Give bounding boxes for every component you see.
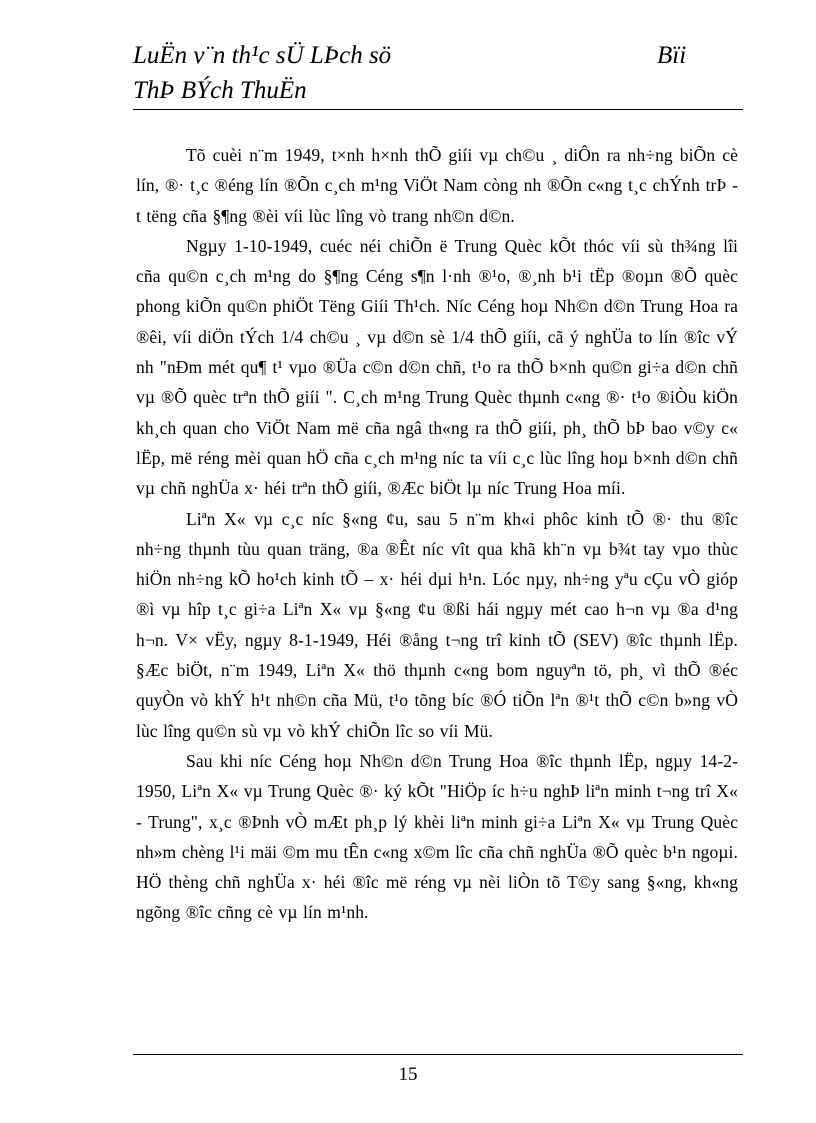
header-title-line-2: ThÞ BÝch ThuËn [133,77,307,104]
paragraph-2: Ngµy 1-10-1949, cuéc néi chiÕn ë Trung Quèc kÕt thóc víi sù th¾ng lîi cña qu©n c¸ch m¹ng do §¶ng Céng s¶n l·nh ®¹o, ®¸nh b¹i tËp ®oµn ®Õ quèc phong kiÕn qu©n phiÖt Tëng Giíi Th¹ch. Níc Céng hoµ Nh©n d©n Trung Hoa ra ®êi, víi diÖn tÝch 1/4 ch©u ¸ vµ d©n sè 1/4 thÕ giíi, cã ý nghÜa to lín ®îc vÝ nh "nÐm mét qu¶ t¹ vµo ®Üa c©n d©n chñ, t¹o ra thÕ b×nh qu©n gi÷a d©n chñ vµ ®Õ quèc trªn thÕ giíi ". C¸ch m¹ng Trung Quèc thµnh c«ng ®· t¹o ®iÒu kiÖn kh¸ch quan cho ViÖt Nam më cña ngâ th«ng ra thÕ giíi, ph¸ thÕ bÞ bao v©y c« lËp, më réng mèi quan hÖ cña c¸ch m¹ng níc ta víi c¸c lùc lîng hoµ b×nh d©n chñ vµ chñ nghÜa x· héi trªn thÕ giíi, ®Æc biÖt lµ níc Trung Hoa míi. [136,235,738,499]
running-header [133,38,743,108]
header-line-1 [133,38,743,74]
page-number: 15 [398,1064,418,1085]
document-body [136,140,738,928]
header-title-right: Bïi [657,42,687,69]
paragraph-3: Liªn X« vµ c¸c níc §«ng ¢u, sau 5 n¨m kh«i phôc kinh tÕ ®· thu ®îc nh÷ng thµnh tùu quan träng, ®a ®Êt níc vît qua khã kh¨n vµ b¾t tay vµo thùc hiÖn nh÷ng kÕ ho¹ch kinh tÕ – x· héi dµi h¹n. Lóc nµy, nh÷ng yªu cÇu vÒ gióp ®ì vµ hîp t¸c gi÷a Liªn X« vµ §«ng ¢u ®ßi hái ngµy mét cao h¬n vµ ®a d¹ng h¬n. V× vËy, ngµy 8-1-1949, Héi ®ång t¬ng trî kinh tÕ (SEV) ®îc thµnh lËp. §Æc biÖt, n¨m 1949, Liªn X« thö thµnh c«ng bom nguyªn tö, ph¸ vì thÕ ®éc quyÒn vò khÝ h¹t nh©n cña Mü, t¹o tõng bíc ®Ó tiÕn lªn ®¹t thÕ c©n b»ng vÒ lùc lîng qu©n sù vµ vò khÝ chiÕn lîc so víi Mü. [136,508,738,741]
header-divider [133,109,743,110]
header-title-left: LuËn v¨n th¹c sÜ LÞch sö [133,42,392,69]
paragraph-4: Sau khi níc Céng hoµ Nh©n d©n Trung Hoa ®îc thµnh lËp, ngµy 14-2-1950, Liªn X« vµ Trung Quèc ®· ký kÕt "HiÖp íc h÷u nghÞ liªn minh t¬ng trî X« - Trung", x¸c ®Þnh vÒ mÆt ph¸p lý khèi liªn minh gi÷a Liªn X« vµ Trung Quèc nh»m chèng l¹i mäi ©m mu tÊn c«ng x©m lîc cña chñ nghÜa ®Õ quèc b¹n ngoµi. HÖ thèng chñ nghÜa x· héi ®îc më réng vµ nèi liÒn tõ T©y sang §«ng, kh«ng ngõng ®îc cñng cè vµ lín m¹nh. [136,750,738,923]
footer-divider [133,1054,743,1055]
paragraph-1: Tõ cuèi n¨m 1949, t×nh h×nh thÕ giíi vµ ch©u ¸ diÔn ra nh÷ng biÕn cè lín, ®· t¸c ®éng lín ®Õn c¸ch m¹ng ViÖt Nam còng nh ®Õn c«ng t¸c chÝnh trÞ - t tëng cña §¶ng ®èi víi lùc lîng vò trang nh©n d©n. [136,145,738,226]
